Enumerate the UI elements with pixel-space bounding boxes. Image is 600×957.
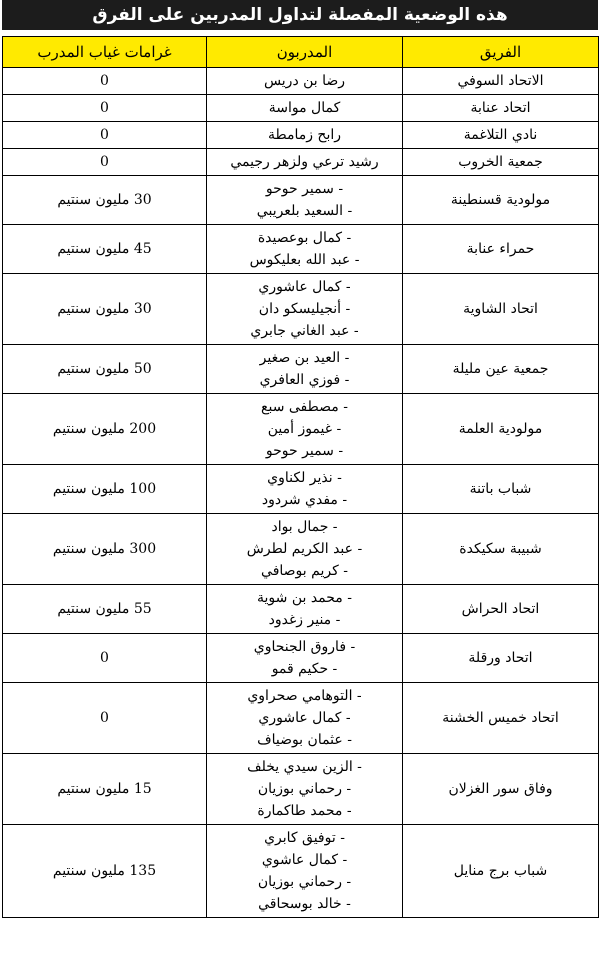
fine-cell: 200 مليون سنتيم bbox=[3, 394, 207, 465]
coach-name: - مصطفى سبع bbox=[261, 399, 348, 415]
page-title: هذه الوضعية المفصلة لتداول المدربين على الفرق bbox=[2, 0, 598, 30]
table-row bbox=[3, 122, 599, 149]
table-row bbox=[3, 68, 599, 95]
coach-name: - كمال بوعصيدة bbox=[257, 230, 352, 246]
coach-name: - خالد بوسحاقي bbox=[258, 896, 351, 912]
coaches-cell bbox=[207, 345, 403, 394]
table-row bbox=[3, 274, 599, 345]
fine-cell: 30 مليون سنتيم bbox=[3, 176, 207, 225]
coach-name: - سمير حوحو bbox=[265, 181, 344, 197]
fine-cell: 50 مليون سنتيم bbox=[3, 345, 207, 394]
team-cell: اتحاد خميس الخشنة bbox=[403, 683, 599, 754]
fine-cell: 100 مليون سنتيم bbox=[3, 465, 207, 514]
coaches-cell bbox=[207, 754, 403, 825]
coach-name: - عثمان بوضياف bbox=[257, 732, 352, 748]
team-cell: شباب برج منايل bbox=[403, 825, 599, 918]
coach-name: - عبد الكريم لطرش bbox=[246, 541, 363, 557]
header-fines: غرامات غياب المدرب bbox=[3, 37, 207, 68]
team-cell: جمعية عين مليلة bbox=[403, 345, 599, 394]
coaches-cell bbox=[207, 394, 403, 465]
table-row bbox=[3, 683, 599, 754]
coach-name: - حكيم قمو bbox=[271, 661, 338, 677]
coaches-cell bbox=[207, 225, 403, 274]
coach-name: - فاروق الجنحاوي bbox=[253, 639, 356, 655]
fine-cell: 45 مليون سنتيم bbox=[3, 225, 207, 274]
table-row bbox=[3, 345, 599, 394]
team-cell: اتحاد الحراش bbox=[403, 585, 599, 634]
coach-name: - نذير لكناوي bbox=[267, 470, 342, 486]
fine-cell: 55 مليون سنتيم bbox=[3, 585, 207, 634]
team-cell: مولودية قسنطينة bbox=[403, 176, 599, 225]
coach-name: - رحماني بوزيان bbox=[257, 781, 352, 797]
coach-name: - محمد بن شوية bbox=[257, 590, 352, 606]
fine-cell: 30 مليون سنتيم bbox=[3, 274, 207, 345]
coaches-cell bbox=[207, 95, 403, 122]
coach-name: - كمال عاشوري bbox=[258, 710, 351, 726]
coach-name: - السعيد بلعريبي bbox=[256, 203, 353, 219]
coach-name: - فوزي العافري bbox=[259, 372, 350, 388]
team-cell: وفاق سور الغزلان bbox=[403, 754, 599, 825]
coach-name: - غيموز أمين bbox=[267, 421, 342, 437]
table-row bbox=[3, 634, 599, 683]
table-header-row bbox=[3, 37, 599, 68]
coach-name: - سمير حوحو bbox=[265, 443, 344, 459]
coaches-cell bbox=[207, 514, 403, 585]
fine-cell: 300 مليون سنتيم bbox=[3, 514, 207, 585]
coach-name: - مفدي شردود bbox=[261, 492, 348, 508]
table-row bbox=[3, 825, 599, 918]
table-row bbox=[3, 514, 599, 585]
coach-name: - توفيق كابري bbox=[264, 830, 345, 846]
team-cell: حمراء عنابة bbox=[403, 225, 599, 274]
team-cell: اتحاد عنابة bbox=[403, 95, 599, 122]
coach-name: كمال مواسة bbox=[268, 100, 341, 116]
coach-name: - منير زغدود bbox=[268, 612, 341, 628]
coaches-cell bbox=[207, 68, 403, 95]
table-row bbox=[3, 149, 599, 176]
coach-name: - أنجيليسكو دان bbox=[258, 301, 351, 317]
fine-cell: 0 bbox=[3, 68, 207, 95]
fine-cell: 0 bbox=[3, 122, 207, 149]
coach-name: - محمد طاكمارة bbox=[257, 803, 352, 819]
coach-name: رابح زمامطة bbox=[267, 127, 342, 143]
header-coaches: المدربون bbox=[207, 37, 403, 68]
coaches-table bbox=[2, 36, 599, 918]
coach-name: - كريم بوصافي bbox=[261, 563, 348, 579]
coaches-cell bbox=[207, 683, 403, 754]
coach-name: رضا بن دريس bbox=[263, 73, 346, 89]
coach-name: - الزين سيدي يخلف bbox=[247, 759, 362, 775]
coach-name: - جمال بواد bbox=[271, 519, 338, 535]
coaches-cell bbox=[207, 825, 403, 918]
coach-name: - العيد بن صغير bbox=[259, 350, 350, 366]
table-body bbox=[3, 68, 599, 918]
table-row bbox=[3, 585, 599, 634]
table-row bbox=[3, 176, 599, 225]
table-row bbox=[3, 465, 599, 514]
team-cell: شباب باتنة bbox=[403, 465, 599, 514]
fine-cell: 135 مليون سنتيم bbox=[3, 825, 207, 918]
fine-cell: 0 bbox=[3, 683, 207, 754]
header-team: الفريق bbox=[403, 37, 599, 68]
team-cell: اتحاد ورقلة bbox=[403, 634, 599, 683]
coach-name: - عبد الله بعليكوس bbox=[249, 252, 360, 268]
table-row bbox=[3, 754, 599, 825]
coaches-cell bbox=[207, 274, 403, 345]
fine-cell: 0 bbox=[3, 95, 207, 122]
fine-cell: 0 bbox=[3, 149, 207, 176]
coaches-cell bbox=[207, 176, 403, 225]
coach-name: - رحماني بوزيان bbox=[257, 874, 352, 890]
coaches-cell bbox=[207, 122, 403, 149]
fine-cell: 15 مليون سنتيم bbox=[3, 754, 207, 825]
coach-name: رشيد ترعي ولزهر رجيمي bbox=[230, 154, 379, 170]
team-cell: نادي التلاغمة bbox=[403, 122, 599, 149]
coaches-cell bbox=[207, 149, 403, 176]
coaches-cell bbox=[207, 634, 403, 683]
team-cell: اتحاد الشاوية bbox=[403, 274, 599, 345]
coach-name: - كمال عاشوري bbox=[258, 279, 351, 295]
coaches-cell bbox=[207, 585, 403, 634]
table-row bbox=[3, 95, 599, 122]
table-row bbox=[3, 225, 599, 274]
table-row bbox=[3, 394, 599, 465]
team-cell: مولودية العلمة bbox=[403, 394, 599, 465]
team-cell: شبيبة سكيكدة bbox=[403, 514, 599, 585]
coach-name: - التوهامي صحراوي bbox=[247, 688, 362, 704]
coach-name: - كمال عاشوي bbox=[261, 852, 348, 868]
fine-cell: 0 bbox=[3, 634, 207, 683]
team-cell: الاتحاد السوفي bbox=[403, 68, 599, 95]
team-cell: جمعية الخروب bbox=[403, 149, 599, 176]
coach-name: - عبد الغاني جابري bbox=[250, 323, 359, 339]
coaches-cell bbox=[207, 465, 403, 514]
